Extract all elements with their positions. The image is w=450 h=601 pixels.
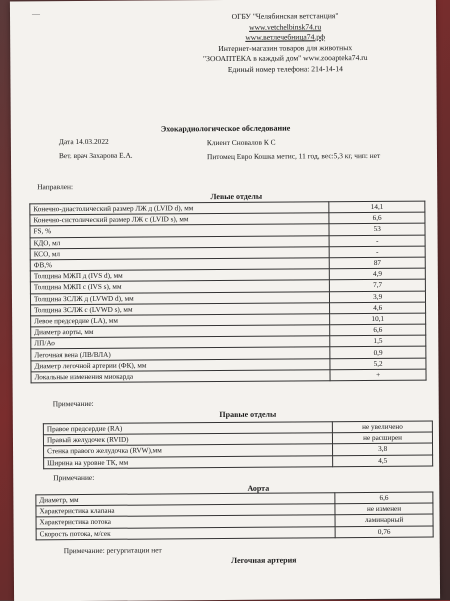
row-label: Левое предсердие (LA), мм	[31, 314, 330, 327]
row-value: не изменен	[335, 503, 433, 515]
shop-name: "ЗООАПТЕКА в каждый дом" www.zooapteka74.ru	[203, 52, 368, 64]
row-value: 53	[329, 223, 425, 235]
row-label: Конечно-диастолический размер ЛЖ д (LVID d), мм	[30, 202, 329, 215]
aorta-table	[35, 492, 433, 541]
row-value: не увеличено	[333, 421, 433, 433]
row-label: Характеристика потока	[36, 515, 335, 528]
row-label: Диаметр аорты, мм	[31, 325, 330, 338]
row-label: Правое предсердие (RA)	[43, 422, 332, 435]
row-label: Диаметр, мм	[36, 493, 335, 506]
phone-line: Единый номер телефона: 214-14-14	[227, 63, 343, 74]
row-value: 4,9	[330, 268, 426, 280]
row-value: 0,9	[330, 347, 426, 359]
row-label: Легочная вена (ЛВ/ВЛА)	[31, 347, 330, 360]
row-value: ламинарный	[335, 514, 433, 526]
right-table	[43, 421, 433, 469]
row-value: 0,76	[335, 526, 433, 538]
date-field: Дата 14.03.2022	[58, 136, 109, 147]
row-label: Конечно-систолический размер ЛЖ с (LVID s), мм	[30, 213, 329, 226]
doctor-field: Вет. врач Захарова Е.А.	[58, 150, 133, 161]
left-section-heading: Левые отделы	[210, 191, 263, 202]
pet-field: Питомец Евро Кошка метис, 11 год, вес:5,3 кг, чип: нет	[206, 150, 381, 162]
row-label: Стенка правого желудочка (RVW),мм	[44, 444, 333, 457]
row-label: FS, %	[30, 224, 329, 237]
left-table	[29, 201, 426, 384]
row-value: 7,7	[330, 279, 426, 291]
org-name: ОГБУ "Челябинская ветстанция"	[231, 11, 339, 21]
row-value: 87	[330, 257, 426, 269]
table-row	[44, 455, 433, 469]
row-value: не расширен	[333, 432, 433, 444]
shop-line: Интернет-магазин товаров для животных	[218, 42, 353, 53]
site-link-2[interactable]: www.ветлечебница74.рф	[245, 32, 326, 42]
left-note: Примечание:	[52, 398, 94, 409]
row-label: Толщина ЗСЛЖ д (LVWD d), мм	[30, 291, 329, 304]
row-label: КДО, мл	[30, 235, 329, 248]
row-label: Локальные изменения миокарда	[31, 370, 330, 383]
corner-mark: —	[31, 9, 41, 19]
row-value: 3,9	[330, 291, 426, 303]
referred-field: Направлен:	[37, 182, 74, 192]
row-value: +	[330, 369, 426, 381]
row-value: 4,6	[330, 302, 426, 314]
row-label: Характеристика клапана	[36, 504, 335, 517]
row-label: КСО, мл	[30, 247, 329, 260]
row-value: 14,1	[329, 201, 425, 213]
row-label: Толщина МЖП с (IVS s), мм	[30, 280, 329, 293]
row-value: 10,1	[330, 313, 426, 325]
row-value: 4,5	[333, 455, 433, 467]
table-row	[36, 526, 433, 540]
row-value: 1,5	[330, 335, 426, 347]
right-section-heading: Правые отделы	[219, 409, 277, 420]
site-link-1[interactable]: www.vetchelbinsk74.ru	[249, 21, 322, 32]
row-value: -	[329, 235, 425, 247]
row-value: 6,6	[329, 212, 425, 224]
row-value: 6,6	[330, 324, 426, 336]
table-row	[31, 369, 426, 383]
aorta-section-heading: Аорта	[247, 483, 270, 493]
row-value: 3,8	[333, 443, 433, 455]
row-label: Ширина на уровне ТК, мм	[44, 455, 333, 468]
clinic-header	[160, 11, 410, 76]
client-field: Клиент Сновалов К С	[206, 137, 276, 148]
report-title: Эхокардиологическое обследование	[160, 123, 291, 134]
row-value: 5,2	[330, 358, 426, 370]
row-label: Диаметр легочной артерии (ФК), мм	[31, 358, 330, 371]
row-label: Правый желудочек (RVID)	[43, 433, 332, 446]
row-label: Толщина МЖП д (IVS d), мм	[30, 269, 329, 282]
row-label: ФВ,%	[30, 258, 329, 271]
row-value: -	[329, 246, 425, 258]
row-label: ЛП/Ао	[31, 336, 330, 349]
report-page	[10, 0, 440, 601]
right-note: Примечание:	[53, 472, 95, 483]
pulmonary-section-heading: Легочная артерия	[231, 555, 297, 565]
row-label: Скорость потока, м/сек	[36, 526, 335, 539]
aorta-note: Примечание: регургитации нет	[63, 545, 162, 556]
row-label: Толщина ЗСЛЖ с (LVWD s), мм	[31, 302, 330, 315]
row-value: 6,6	[335, 492, 433, 504]
